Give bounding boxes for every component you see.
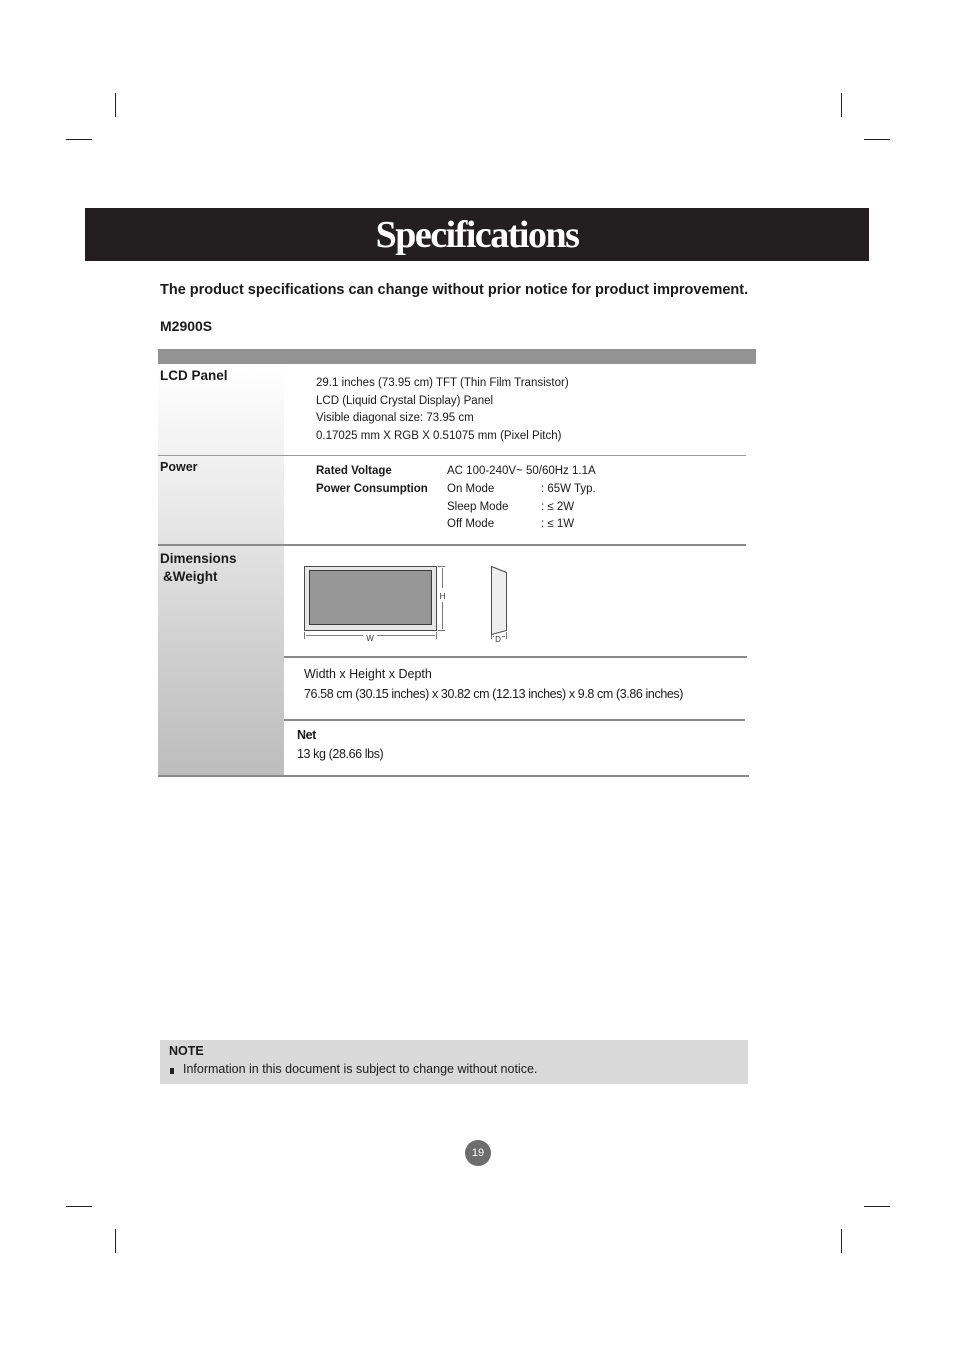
weight-label: &Weight (163, 569, 218, 584)
lcd-panel-label: LCD Panel (160, 368, 228, 383)
monitor-front-view (305, 567, 437, 631)
title-bar (85, 208, 869, 261)
row-divider (284, 719, 745, 721)
page-number: 19 (465, 1140, 491, 1166)
table-bottom-border (158, 775, 749, 777)
crop-mark (115, 93, 116, 117)
note-text: Information in this document is subject to change without notice. (183, 1062, 538, 1076)
model-name: M2900S (160, 318, 213, 334)
lcd-panel-line: 0.17025 mm X RGB X 0.51075 mm (Pixel Pitch) (316, 430, 562, 442)
rated-voltage-value: AC 100-240V~ 50/60Hz 1.1A (447, 465, 596, 477)
crop-mark (841, 1229, 842, 1253)
sleep-mode-value: : ≤ 2W (541, 501, 575, 513)
on-mode-label: On Mode (447, 483, 495, 495)
size-heading: Width x Height x Depth (304, 667, 432, 681)
power-consumption-label: Power Consumption (316, 483, 428, 495)
row-divider (158, 544, 746, 546)
dimensions-label: Dimensions (160, 551, 237, 566)
sleep-mode-label: Sleep Mode (447, 501, 509, 513)
height-label: H (439, 592, 446, 601)
note-title: NOTE (169, 1044, 204, 1058)
row-divider (284, 656, 747, 658)
power-label: Power (160, 460, 198, 474)
off-mode-label: Off Mode (447, 518, 495, 530)
depth-label: D (495, 635, 501, 644)
net-weight-label: Net (297, 728, 316, 742)
crop-mark (66, 1206, 92, 1207)
rated-voltage-label: Rated Voltage (316, 465, 392, 477)
size-value: 76.58 cm (30.15 inches) x 30.82 cm (12.13 inches) x 9.8 cm (3.86 inches) (304, 687, 684, 701)
net-weight-value: 13 kg (28.66 lbs) (297, 747, 384, 761)
crop-mark (115, 1229, 116, 1253)
row-divider (158, 455, 746, 456)
on-mode-value: : 65W Typ. (541, 483, 596, 495)
spec-notice: The product specifications can change without prior notice for product improvement. (160, 282, 749, 298)
crop-mark (864, 1206, 890, 1207)
width-label: W (366, 634, 374, 643)
page-title: Specifications (375, 213, 579, 256)
lcd-panel-line: LCD (Liquid Crystal Display) Panel (316, 395, 494, 407)
crop-mark (864, 139, 890, 140)
crop-mark (66, 139, 92, 140)
bullet-icon (170, 1068, 174, 1074)
crop-mark (841, 93, 842, 117)
off-mode-value: : ≤ 1W (541, 518, 575, 530)
lcd-panel-line: 29.1 inches (73.95 cm) TFT (Thin Film Transistor) (316, 377, 569, 389)
monitor-side-view (492, 567, 507, 635)
table-header-bar (158, 349, 756, 364)
monitor-dimension-diagram (300, 560, 520, 650)
lcd-panel-line: Visible diagonal size: 73.95 cm (316, 412, 474, 424)
